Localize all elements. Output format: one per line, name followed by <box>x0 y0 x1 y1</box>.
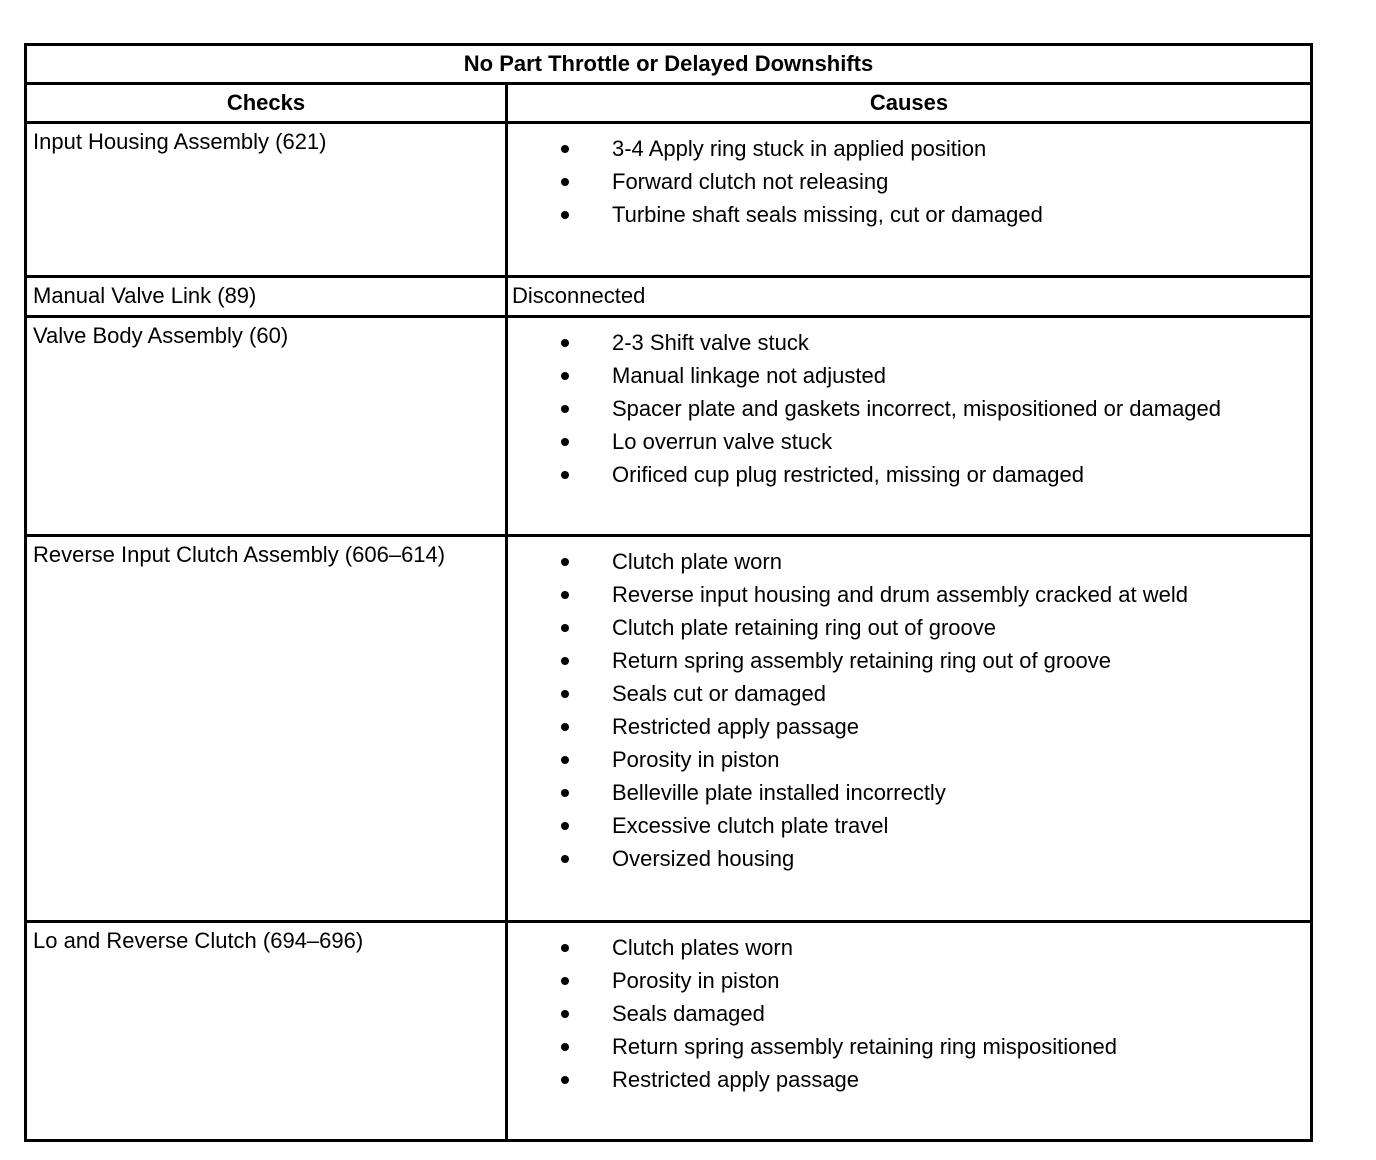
header-row <box>26 84 1312 123</box>
bullet-icon <box>561 405 569 413</box>
bullet-icon <box>561 471 569 479</box>
cause-text: Clutch plates worn <box>612 935 793 960</box>
cause-text: Seals cut or damaged <box>612 681 827 706</box>
causes-cell <box>507 123 1312 277</box>
bullet-icon <box>561 211 569 219</box>
cause-text: Oversized housing <box>612 846 795 871</box>
bullet-icon <box>561 558 569 566</box>
cause-text: Restricted apply passage <box>612 714 860 739</box>
cause-text: Belleville plate installed incorrectly <box>612 780 946 805</box>
list-item <box>508 644 1310 677</box>
list-item <box>508 842 1310 875</box>
cause-text: Manual linkage not adjusted <box>612 363 886 388</box>
bullet-icon <box>561 977 569 985</box>
cause-text: Clutch plate worn <box>612 549 782 574</box>
cause-text: Clutch plate retaining ring out of groove <box>612 615 997 640</box>
check-cell: Lo and Reverse Clutch (694–696) <box>26 922 507 1141</box>
causes-cell <box>507 922 1312 1141</box>
cause-text: Porosity in piston <box>612 968 780 993</box>
list-item <box>508 809 1310 842</box>
list-item <box>508 611 1310 644</box>
bullet-icon <box>561 944 569 952</box>
bullet-icon <box>561 723 569 731</box>
bullet-icon <box>561 789 569 797</box>
cause-text: Turbine shaft seals missing, cut or damaged <box>612 202 1043 227</box>
list-item <box>508 1063 1310 1096</box>
table-title: No Part Throttle or Delayed Downshifts <box>26 45 1312 84</box>
causes-list <box>508 132 1310 231</box>
table-row <box>26 536 1312 922</box>
check-cell: Manual Valve Link (89) <box>26 277 507 317</box>
list-item <box>508 710 1310 743</box>
list-item <box>508 425 1310 458</box>
cause-text: Excessive clutch plate travel <box>612 813 889 838</box>
cause-text: Porosity in piston <box>612 747 780 772</box>
list-item <box>508 392 1310 425</box>
diagnosis-table <box>24 43 1313 1142</box>
check-cell: Input Housing Assembly (621) <box>26 123 507 277</box>
check-cell: Valve Body Assembly (60) <box>26 317 507 536</box>
list-item <box>508 326 1310 359</box>
cause-text: Disconnected <box>507 277 1312 317</box>
list-item <box>508 359 1310 392</box>
list-item <box>508 578 1310 611</box>
table-row <box>26 922 1312 1141</box>
bullet-icon <box>561 855 569 863</box>
bullet-icon <box>561 822 569 830</box>
bullet-icon <box>561 756 569 764</box>
cause-text: Spacer plate and gaskets incorrect, mispositioned or damaged <box>612 396 1222 421</box>
bullet-icon <box>561 591 569 599</box>
bullet-icon <box>561 372 569 380</box>
list-item <box>508 677 1310 710</box>
cause-text: Reverse input housing and drum assembly cracked at weld <box>612 582 1188 607</box>
list-item <box>508 931 1310 964</box>
list-item <box>508 458 1310 491</box>
list-item <box>508 997 1310 1030</box>
bullet-icon <box>561 1010 569 1018</box>
list-item <box>508 165 1310 198</box>
cause-text: 3-4 Apply ring stuck in applied position <box>612 136 987 161</box>
table-row <box>26 277 1312 317</box>
table-row <box>26 317 1312 536</box>
list-item <box>508 776 1310 809</box>
bullet-icon <box>561 339 569 347</box>
causes-list <box>508 326 1310 491</box>
cause-text: Forward clutch not releasing <box>612 169 889 194</box>
cause-text: 2-3 Shift valve stuck <box>612 330 809 355</box>
list-item <box>508 132 1310 165</box>
bullet-icon <box>561 657 569 665</box>
cause-text: Return spring assembly retaining ring mispositioned <box>612 1034 1118 1059</box>
cause-text: Restricted apply passage <box>612 1067 860 1092</box>
list-item <box>508 1030 1310 1063</box>
bullet-icon <box>561 624 569 632</box>
cause-text: Seals damaged <box>612 1001 765 1026</box>
bullet-icon <box>561 1043 569 1051</box>
table-row <box>26 123 1312 277</box>
causes-list <box>508 545 1310 875</box>
cause-text: Orificed cup plug restricted, missing or damaged <box>612 462 1084 487</box>
causes-cell <box>507 536 1312 922</box>
list-item <box>508 198 1310 231</box>
bullet-icon <box>561 145 569 153</box>
list-item <box>508 743 1310 776</box>
cause-text: Lo overrun valve stuck <box>612 429 833 454</box>
causes-list <box>508 931 1310 1096</box>
bullet-icon <box>561 438 569 446</box>
list-item <box>508 545 1310 578</box>
column-header-checks: Checks <box>26 84 507 123</box>
bullet-icon <box>561 178 569 186</box>
column-header-causes: Causes <box>507 84 1312 123</box>
bullet-icon <box>561 690 569 698</box>
check-cell: Reverse Input Clutch Assembly (606–614) <box>26 536 507 922</box>
causes-cell <box>507 317 1312 536</box>
bullet-icon <box>561 1076 569 1084</box>
list-item <box>508 964 1310 997</box>
title-row <box>26 45 1312 84</box>
cause-text: Return spring assembly retaining ring out of groove <box>612 648 1111 673</box>
